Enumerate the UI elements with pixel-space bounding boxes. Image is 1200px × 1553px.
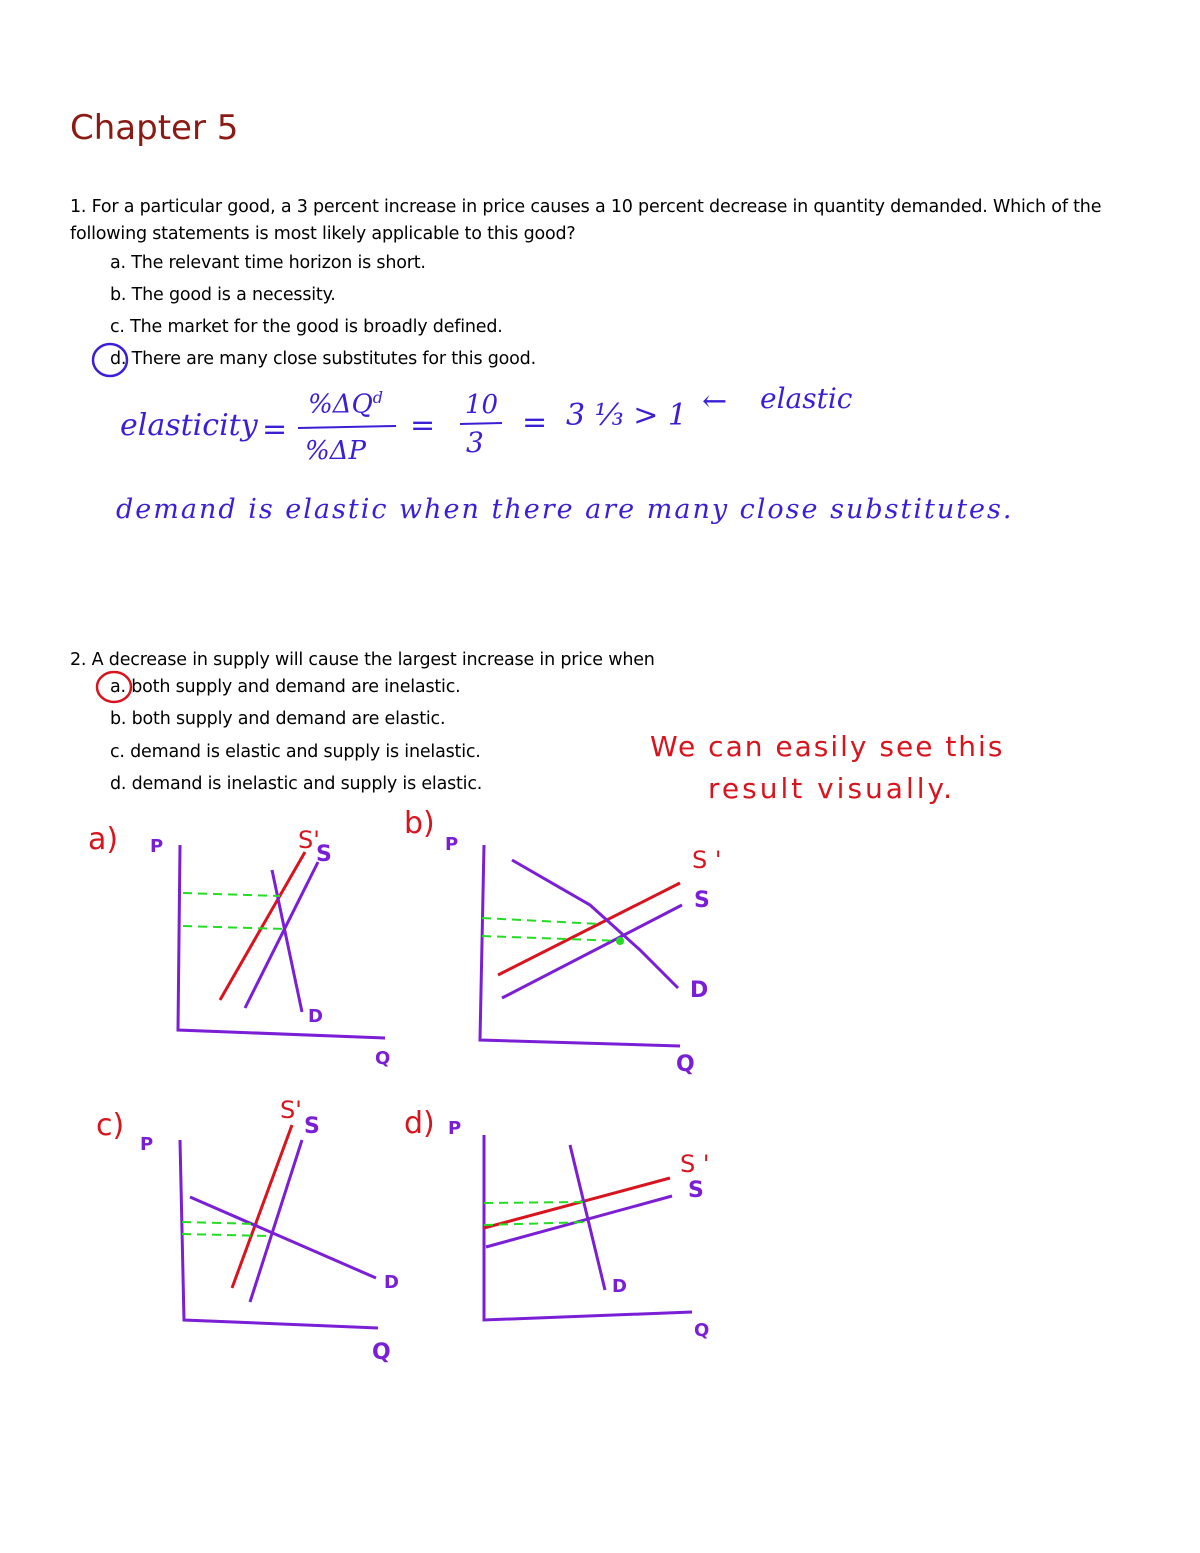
graph-a-p-label: P <box>150 836 164 857</box>
graph-a-s-label: S <box>316 842 332 867</box>
graph-c-s1-label: S' <box>280 1096 302 1124</box>
graph-d-s1-label: S ' <box>680 1150 710 1178</box>
q1-option-a: a. The relevant time horizon is short. <box>110 253 426 273</box>
graph-d-p-label: P <box>448 1118 462 1139</box>
note-elastic-word: elastic <box>760 382 853 415</box>
graph-d-demand <box>570 1145 605 1290</box>
question-1-stem: 1. For a particular good, a 3 percent increase in price causes a 10 percent decrease in quantity demanded. Which of the following statements is most likely applicable to this good? <box>70 197 1102 244</box>
note-equals-2: = <box>410 408 436 443</box>
graph-a-q-label: Q <box>375 1048 391 1069</box>
graph-d-price-dash-1 <box>484 1202 584 1203</box>
note-numerator-text: %ΔQ <box>308 389 373 420</box>
graph-b-p-label: P <box>445 834 459 855</box>
graph-c-label: c) <box>96 1108 125 1143</box>
graph-c-q-label: Q <box>372 1340 391 1365</box>
note-red-line-2: result visually. <box>708 772 955 805</box>
graph-a-s1-label: S' <box>298 826 320 854</box>
graph-b-label: b) <box>404 806 435 841</box>
graph-c-s-label: S <box>304 1114 320 1139</box>
graph-d-d-label: D <box>612 1276 627 1297</box>
note-red-line-1: We can easily see this <box>650 730 1005 763</box>
graph-d-axes <box>484 1135 692 1320</box>
graph-d-q-label: Q <box>694 1320 710 1341</box>
note-denominator: %ΔP <box>305 436 366 466</box>
q2-option-a: a. both supply and demand are inelastic. <box>110 677 461 697</box>
q2-option-b: b. both supply and demand are elastic. <box>110 709 446 729</box>
graph-c-d-label: D <box>384 1272 399 1293</box>
note-equals-3: = <box>522 405 548 440</box>
note-frac-bottom: 3 <box>466 426 484 459</box>
q1-option-b: b. The good is a necessity. <box>110 285 336 305</box>
graph-d-s-label: S <box>688 1178 704 1203</box>
note-frac-top: 10 <box>465 390 499 420</box>
q1-option-c: c. The market for the good is broadly defined. <box>110 317 503 337</box>
graph-b-s1-label: S ' <box>692 846 722 874</box>
note-elasticity-word: elasticity <box>120 408 258 443</box>
note-result: 3 ⅓ > 1 <box>566 398 687 433</box>
graph-b-s-label: S <box>694 888 710 913</box>
note-line-2: demand is elastic when there are many close substitutes. <box>116 494 1014 525</box>
q2-option-d: d. demand is inelastic and supply is elastic. <box>110 774 483 794</box>
graph-a-d-label: D <box>308 1006 323 1027</box>
note-equals-1: = <box>262 412 288 447</box>
page-title: Chapter 5 <box>70 108 239 148</box>
graph-d-label: d) <box>404 1106 435 1141</box>
note-arrow: ← <box>702 384 728 419</box>
note-numerator-sup: d <box>372 388 384 407</box>
graph-c-p-label: P <box>140 1134 154 1155</box>
graph-b-q-label: Q <box>676 1052 695 1077</box>
graph-b-d-label: D <box>690 978 709 1003</box>
question-2-stem: 2. A decrease in supply will cause the largest increase in price when <box>70 650 655 670</box>
q1-option-d: d. There are many close substitutes for this good. <box>110 349 536 369</box>
q2-option-c: c. demand is elastic and supply is inelastic. <box>110 742 481 762</box>
graph-a-label: a) <box>88 822 119 857</box>
